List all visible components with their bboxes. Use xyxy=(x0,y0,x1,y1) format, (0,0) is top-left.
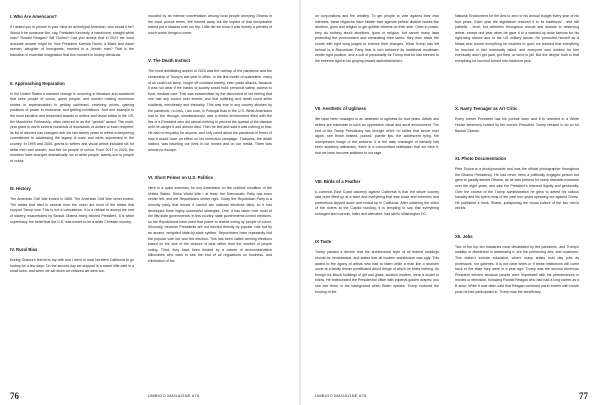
page-gutter xyxy=(299,0,301,405)
section-4 xyxy=(10,247,134,275)
section-continued xyxy=(148,14,272,36)
section-2 xyxy=(10,81,134,165)
section-body: A common East Coast calumny against California is that the whole country was once lifted up at a slant and everything that was loose and eccentric and pretentious slipped down and ended up in California. After watching the video of the rioters at the Capitol building, it is tempting to say that everything unhinged and moronic, bitter and alienated, had slid to Washington DC. xyxy=(315,189,439,216)
section-continued xyxy=(315,14,439,64)
section-body: Trump passed a decree that the architectural style of all federal buildings should be neoclassical, and stated that all modern architecture was ugly. This added to the agony of artists who had to listen while a man like a drunken uncle at a family dinner pontificated about things of which he knew nothing. As though his kitsch buildings of gilt and glass, bookish modern, were a model to follow. He redecorated the Presidential office with imperial golden drapes; you can see them in the background when Biden speaks. Trump reduced the funding of the xyxy=(315,250,439,294)
page-number-left: 76 xyxy=(10,391,19,401)
column-4 xyxy=(455,14,579,382)
column-2 xyxy=(148,14,272,382)
section-7 xyxy=(315,106,439,156)
section-body: Here is a quick summary for non-Americans on the political condition of the United States. Since World War I at least, the Democratic Party has been center left, and the Republicans center right. Today the Republican Party is a minority party that knows it cannot win national elections fairly, so it has developed three highly successful strategies. One, it has taken over most of the fifty state governments; in this country, state governments control elections, so the Republicans have used that power to restrict voting by people of colour. Secondly, because Presidents are not elected directly by popular vote but by an arcane, weighted state-by-state system, Republicans have repeatedly lost the popular vote but won the election. This has been called winning elections based on the size of the amount of land rather than the number of people voting. Third, they have been funded by a coterie of archconservative billionaires who want to see the end of all regulations on business, and elimination of tax xyxy=(148,186,272,263)
section-8 xyxy=(315,179,439,218)
section-heading: VII. Aesthetic of Ugliness xyxy=(315,106,367,112)
section-heading: I. Who Are Americans? xyxy=(10,14,57,19)
section-body: Every former President has his portrait done and it is unveiled in a White House ceremony hosted by the current President. Trump refused to do so for Barack Obama. xyxy=(455,117,579,133)
section-body: If I asked you to picture in your mind an archetypal American, who would it be? Would it be someone like, say, President Kennedy, a handsome, straight white man? Ronald Reagan? Bill Clinton? Can you accept that in 2021 the most accurate answer might be Vice President Kamala Harris, a Black and Asian woman, daughter of immigrants, married to a Jewish man? That is the transition in essential imagination that this moment in history demands. xyxy=(10,25,134,57)
section-body: During Obama's first term my wife and I went to rural Northern California to go birding for a few days. On the second day we stopped in a sweet little café in a small town, and when we sat down we realized we were sur- xyxy=(10,258,134,274)
section-heading: III. History xyxy=(10,186,31,192)
section-6 xyxy=(148,175,272,264)
column-1 xyxy=(10,14,134,382)
section-heading: VIII. Birds of a Feather xyxy=(315,178,361,184)
section-5 xyxy=(148,58,272,153)
section-10 xyxy=(455,106,579,134)
magazine-name-right: UMBIGO MAGAZINE #76 xyxy=(315,393,367,398)
section-body: rounded by an intense conversation among local people decrying Obama in the most vicious terms. We hurried away but the impact of that inexplicable hatred put a shadow over our trip. Little did we know it was merely a preview of much worse things to come. xyxy=(148,14,272,35)
section-12 xyxy=(455,234,579,295)
section-body: We have been hostages to an aesthetic of ugliness for four years. Artists and writers are miserable in such an oppressive visual and aural environment. The end of the Trump Presidency has brought relief: no rallies that strove ever again, see those twisted, pursed, puerile lips, the adolescent tying, the omnipresent image of the autocrat. It is the daily onslaught of banality has been suddenly withdrawn, there is a concomitant realisation that we miss it, that we have become addicted to our rage. xyxy=(315,117,439,155)
section-heading: V. The Death Instinct xyxy=(148,58,191,64)
section-heading: VI. Short Primer on U.S. Politics xyxy=(148,175,213,181)
section-heading: XI. Photo Documentation xyxy=(455,156,507,162)
section-heading: XII. Jobs xyxy=(455,233,473,239)
magazine-name-left: UMBIGO MAGAZINE #76 xyxy=(148,393,200,398)
page-number-right: 77 xyxy=(579,391,588,401)
column-3 xyxy=(315,14,439,382)
section-heading: X. Nasty Teenager as Art Critic xyxy=(455,106,518,112)
section-9 xyxy=(315,239,439,295)
section-1 xyxy=(10,14,134,59)
section-heading: IV. Rural Bias xyxy=(10,247,38,253)
section-continued xyxy=(455,14,579,64)
section-body: Pete Souza is a photojournalist and was the official photographer throughout the Obama Presidency. He had never been a politically engaged person but grew to greatly admire Obama, as he was present for many dramatic moments over the eight years, and saw the President's inherent dignity and generosity. Over the course of the Trump administration he grew to detest his callous banality and his spent most of the past four years speaking out against Trump. He published a book, Shade, juxtaposing the visual culture of the two men's worlds. xyxy=(455,167,579,211)
section-body: In the United States a massive change is occurring in literature and academia that sees people of colour, queer people, and women making enormous strides in representation in getting published, receiving prizes, gaining positions of power in museums, and getting exhibitions. Just one example is the most lucrative and respected awards to writers and visual artists in the US, the MacArthur Fellowship, often referred to as the "genius" award. The multi-year grant is worth several hundreds of thousands of dollars to each recipient. Its list of winners has changed over the last twenty years to reflect a deepening commitment to addressing the legacy of male and white supremacy in the country. In 1999 and 2000, grants to writers and visual artists included six for white men and women, and five for people of colour. From 2017 to 2020, the numbers have changed dramatically: six to white people, twenty-one to people of colour. xyxy=(10,91,134,163)
section-3 xyxy=(10,186,134,225)
section-body: The American Civil War ended in 1865. The American Civil War never ended. The states that tried to secede from the union are most of the states that support Trump now. This is not a coincidence. It is a refusal to accept the end of slavery, exacerbated by Barack Obama being elected President. It is white supremacy, the belief that the U.S. was meant to be a white Christian country. xyxy=(10,197,134,224)
section-body: National Endowment for the Arts to zero in his annual budget every year of his four years. Each year the legislature restored it to its traditional - and still pathetic - level, but withdrew throughout annual arts awards to deserving artists, except one year when he gave it to a washed-up actor famous for his right-wing stance and to the US military bands. He promoted himself as a Midas who turned everything he touched to gold; we learned that everything he touched in fact eventually failed, and everyone who worked for him eventually didn't get paid, got fired, or went to jail. But the deeper truth is that everything he touched turned into mediocre junk. xyxy=(455,14,579,63)
section-body: Two of the top ten industries most devastated by the pandemic, and Trump's inability or disinterest in addressing it, are the performing arts, and museums. This doesn't include education, where many artists hold day jobs as professors, nor galleries. It is not clear when or if these institutions will come back to the state they were in a year ago. Trump was the second American President elected because people were impressed with his performances in movies or television, following Ronald Reagan who had had a long career as a B actor. While it was often said that Reagan confused world events with movie plots he had participated in, Trump was the beneficiary xyxy=(455,244,579,294)
section-body: The most debilitating aspect of 2020 was the overlap of the pandemic and the censorship of Trump's last year in office. In the first month of quarantine, many of us could not sleep, fought off constant anxiety, even panic attacks, because it was not clear if the basics of society would hold: personal safety, access to food, medical care. This was exacerbated by the discomfort of not feeling that one had any control over events, and that suffering and death could strike suddenly, mercilessly and thinkably. This was true in any country stricken by the pandemic, no less, I am sure, in Portugal than in the U.S. What Americans had to live through, simultaneously, was a media environment filled with the lies of a President who did almost nothing to prevent the spread of the disease until he caught it and almost died. Then he lied and said it was nothing to fear. He had no empathy for anyone, and only cared about the pandemic in terms of how it would have an effect on his reelection campaign. Thanatos, the death instinct, was haunting our lives in our homes and on our media. There was almost no escape. xyxy=(148,69,272,152)
section-body: on corporations and the wealthy. To get people to vote against their own interests, these oligarchs have hidden their agenda behind divisive issues like abortion, guns and religion to get gullible citizens on their side. Once in power, they do nothing about abortions, guns or religion, but cancel many laws protecting the environment and eliminating their taxes; they then stack the courts with right wing judges to enforce their changes. What Trump has left behind is a Republican Party that is torn between its traditional moderate, center right position, and a cult of personality for Trump that he has steered to the extreme right in his groping toward authoritarianism. xyxy=(315,14,439,63)
section-11 xyxy=(455,156,579,212)
section-heading: IX Taste xyxy=(315,239,332,245)
section-heading: II. Approaching Reparation xyxy=(10,80,65,86)
